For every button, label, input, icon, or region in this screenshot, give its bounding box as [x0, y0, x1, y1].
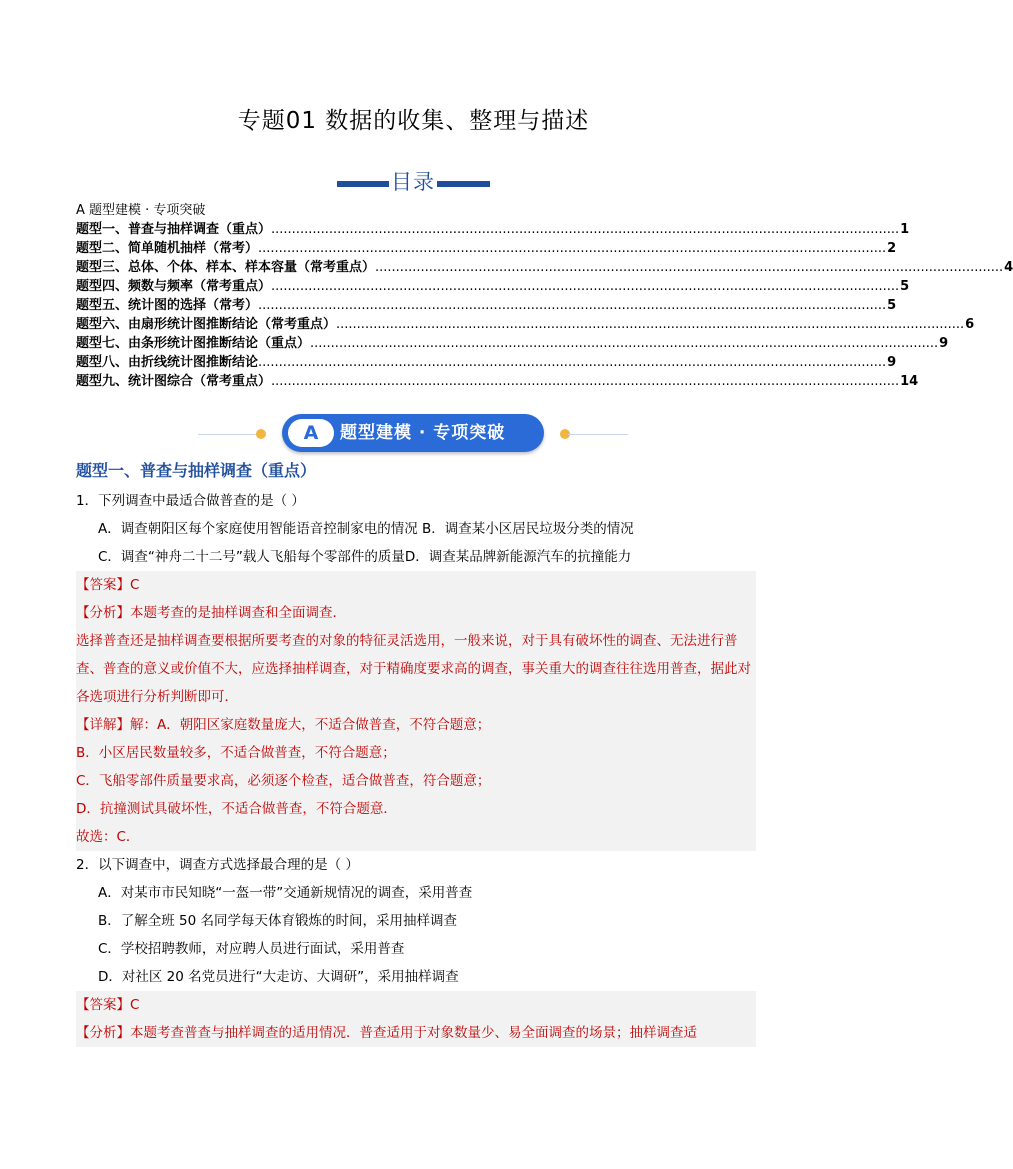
- question-1-options-cd: C．调查“神舟二十二号”载人飞船每个零部件的质量D．调查某品牌新能源汽车的抗撞能力: [98, 549, 632, 565]
- section-title: 题型一、普查与抽样调查（重点）: [76, 461, 317, 480]
- toc-item[interactable]: [76, 220, 910, 239]
- toc-dots: ........................................................................................................................................................: [271, 374, 900, 389]
- toc-item-label: 题型八、由折线统计图推断结论: [76, 355, 259, 370]
- toc-dots: ........................................................................................................................................................: [271, 222, 900, 237]
- banner-dot-left: [256, 429, 266, 439]
- question-1-analysis: 【分析】本题考查的是抽样调查和全面调查．: [76, 605, 346, 621]
- toc-item[interactable]: [76, 353, 897, 372]
- toc-item[interactable]: [76, 296, 897, 315]
- page-title: 专题01 数据的收集、整理与描述: [237, 108, 590, 134]
- toc-item-label: 题型六、由扇形统计图推断结论（常考重点）: [76, 317, 337, 332]
- question-2-option-a: A．对某市市民知晓“一盔一带”交通新规情况的调查，采用普查: [98, 885, 473, 901]
- toc-item-label: 题型九、统计图综合（常考重点）: [76, 374, 272, 389]
- question-2-analysis: 【分析】本题考查普查与抽样调查的适用情况．普查适用于对象数量少、易全面调查的场景；抽样调查适: [76, 1025, 697, 1041]
- question-1-detail-b: B．小区居民数量较多，不适合做普查，不符合题意；: [76, 745, 396, 761]
- banner-line-right: [568, 434, 628, 435]
- toc-dots: ........................................................................................................................................................: [336, 317, 965, 332]
- toc-item[interactable]: [76, 372, 919, 391]
- toc-bar-right: [437, 181, 490, 187]
- toc-item[interactable]: [76, 258, 1013, 277]
- toc-item-label: 题型五、统计图的选择（常考）: [76, 298, 259, 313]
- toc-item-page: 9: [939, 336, 949, 351]
- question-2-answer: 【答案】C: [76, 997, 140, 1013]
- toc-heading: 目录: [391, 170, 435, 194]
- questions: [76, 487, 756, 1047]
- toc-item-page: 2: [887, 241, 897, 256]
- toc-dots: ........................................................................................................................................................: [271, 279, 900, 294]
- banner-text: 题型建模 · 专项突破: [340, 423, 506, 443]
- question-1-answer-block: [76, 571, 756, 851]
- section-banner: [198, 414, 628, 454]
- question-1-stem: 1．下列调查中最适合做普查的是（ ）: [76, 493, 305, 509]
- question-2-option-c: C．学校招聘教师，对应聘人员进行面试，采用普查: [98, 941, 405, 957]
- toc-item-page: 5: [900, 279, 910, 294]
- question-1-options-ab: A．调查朝阳区每个家庭使用智能语音控制家电的情况 B．调查某小区居民垃圾分类的情况: [98, 521, 634, 537]
- toc-item-label: 题型一、普查与抽样调查（重点）: [76, 222, 272, 237]
- toc-dots: ........................................................................................................................................................: [258, 241, 887, 256]
- question-1-detail-c: C．飞船零部件质量要求高，必须逐个检查，适合做普查，符合题意；: [76, 773, 491, 789]
- toc-item[interactable]: [76, 239, 897, 258]
- toc-bar-left: [337, 181, 389, 187]
- question-1-answer: 【答案】C: [76, 577, 140, 593]
- toc-dots: ........................................................................................................................................................: [258, 355, 887, 370]
- banner-line-left: [198, 434, 258, 435]
- banner-pill: [282, 414, 544, 452]
- toc-item-page: 5: [887, 298, 897, 313]
- toc-dots: ........................................................................................................................................................: [375, 260, 1004, 275]
- question-1-analysis-body: 选择普查还是抽样调查要根据所要考查的对象的特征灵活选用，一般来说，对于具有破坏性的调查、无法进行普查、普查的意义或价值不大，应选择抽样调查，对于精确度要求高的调查，事关重大的调查往往选用普查，据此对各选项进行分析判断即可．: [76, 633, 751, 705]
- table-of-contents: [76, 201, 1013, 391]
- question-2-option-b: B．了解全班 50 名同学每天体育锻炼的时间，采用抽样调查: [98, 913, 458, 929]
- toc-item-page: 4: [1004, 260, 1013, 275]
- toc-item-label: 题型七、由条形统计图推断结论（重点）: [76, 336, 311, 351]
- banner-badge: A: [288, 419, 334, 447]
- question-2-stem: 2．以下调查中，调查方式选择最合理的是（ ）: [76, 857, 359, 873]
- toc-item-label: 题型三、总体、个体、样本、样本容量（常考重点）: [76, 260, 376, 275]
- toc-item-label: 题型四、频数与频率（常考重点）: [76, 279, 272, 294]
- question-1-choice: 故选：C．: [76, 829, 140, 845]
- question-1-detail-d: D．抗撞测试具破坏性，不适合做普查，不符合题意．: [76, 801, 397, 817]
- toc-dots: ........................................................................................................................................................: [258, 298, 887, 313]
- toc-dots: ........................................................................................................................................................: [310, 336, 939, 351]
- toc-item[interactable]: [76, 315, 975, 334]
- toc-item-page: 14: [900, 374, 919, 389]
- toc-item-page: 6: [965, 317, 975, 332]
- toc-subheading: A 题型建模 · 专项突破: [76, 203, 206, 218]
- toc-item[interactable]: [76, 334, 949, 353]
- question-1-detail: 【详解】解：A．朝阳区家庭数量庞大，不适合做普查，不符合题意；: [76, 717, 491, 733]
- toc-item-label: 题型二、简单随机抽样（常考）: [76, 241, 259, 256]
- question-2-answer-block: [76, 991, 756, 1047]
- toc-item[interactable]: [76, 277, 910, 296]
- question-2-option-d: D．对社区 20 名党员进行“大走访、大调研”，采用抽样调查: [98, 969, 459, 985]
- toc-item-page: 1: [900, 222, 910, 237]
- toc-item-page: 9: [887, 355, 897, 370]
